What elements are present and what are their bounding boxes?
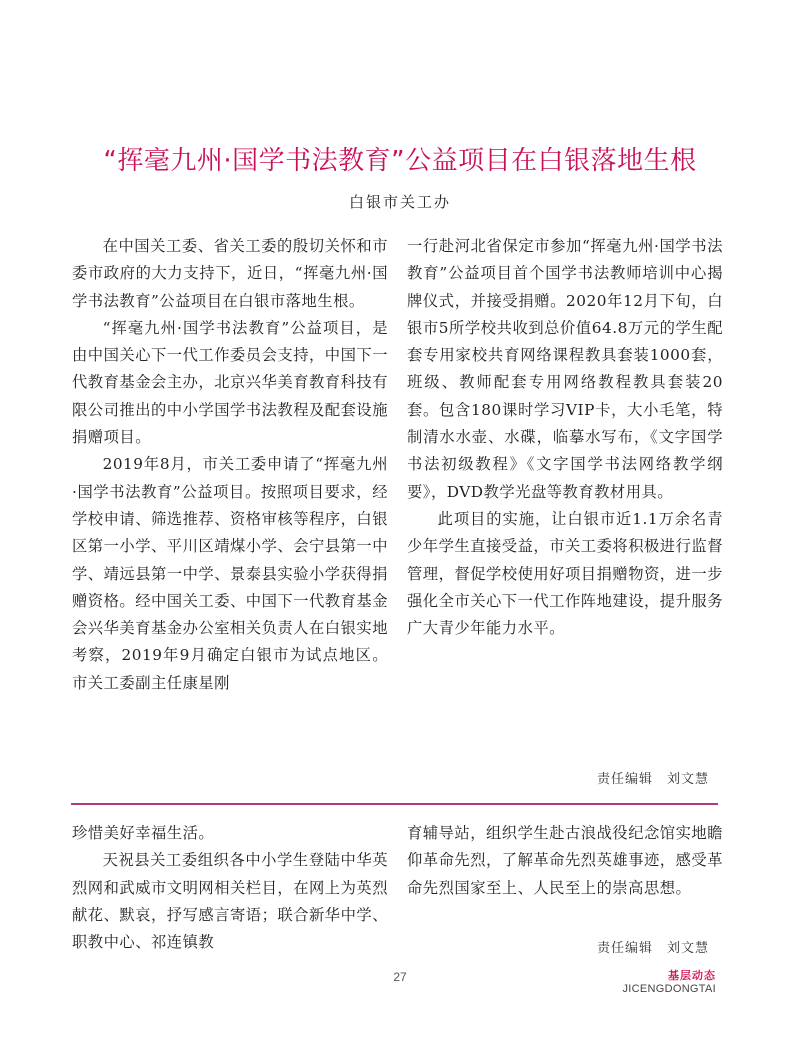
paragraph: 天祝县关工委组织各中小学生登陆中华英烈网和武威市文明网相关栏目，在网上为英烈献花、默哀，抒写感言寄语；联合新华中学、职教中心、祁连镇教 — [72, 851, 388, 952]
section-brand-en: JICENGDONGTAI — [622, 983, 716, 995]
continuation-editor-credit: 责任编辑 刘文慧 — [597, 941, 710, 956]
continuation-column-right — [407, 820, 723, 902]
section-brand-cn: 基层动态 — [668, 970, 716, 982]
page-number: 27 — [393, 970, 407, 984]
paragraph: 此项目的实施，让白银市近1.1万余名青少年学生直接受益，市关工委将积极进行监督管理，督促学校使用好项目捐赠物资，进一步强化全市关心下一代工作阵地建设，提升服务广大青少年能力水平。 — [407, 509, 723, 638]
paragraph: 在中国关工委、省关工委的殷切关怀和市委市政府的大力支持下，近日，“挥毫九州·国学书法教育”公益项目在白银市落地生根。 — [72, 237, 388, 310]
paragraph: 2019年8月，市关工委申请了“挥毫九州·国学书法教育”公益项目。按照项目要求，经学校申请、筛选推荐、资格审核等程序，白银区第一小学、平川区靖煤小学、会宁县第一中学、靖远县第一中学、景泰县实验小学获得捐赠资格。经中国关工委、中国下一代教育基金会兴华美育基金办公室相关负责人在白银实地考察，2019年9月确定白银市为试点地区。市关工委副主任康星刚 — [72, 455, 388, 692]
section-divider — [71, 803, 718, 805]
paragraph: 一行赴河北省保定市参加“挥毫九州·国学书法教育”公益项目首个国学书法教师培训中心揭牌仪式，并接受捐赠。2020年12月下旬，白银市5所学校共收到总价值64.8万元的学生配套专用家校共育网络课程教具套装1000套，班级、教师配套专用网络教程教具套装20套。包含180课时学习VIP卡，大小毛笔，特制清水水壶、水碟，临摹水写布，《文字国学书法初级教程》《文字国学书法网络教学纲要》，DVD教学光盘等教育教材用具。 — [407, 237, 723, 501]
paragraph: 育辅导站，组织学生赴古浪战役纪念馆实地瞻仰革命先烈，了解革命先烈英雄事迹，感受革命先烈国家至上、人民至上的崇高思想。 — [407, 824, 723, 897]
article-author: 白银市关工办 — [348, 193, 451, 211]
article-column-left — [72, 233, 388, 697]
article-title: “挥毫九州·国学书法教育”公益项目在白银落地生根 — [103, 146, 697, 176]
article-editor-credit: 责任编辑 刘文慧 — [597, 772, 710, 787]
article-column-right — [407, 233, 723, 642]
continuation-column-left — [72, 820, 388, 956]
paragraph: “挥毫九州·国学书法教育”公益项目，是由中国关心下一代工作委员会支持，中国下一代教育基金会主办，北京兴华美育教育科技有限公司推出的中小学国学书法教程及配套设施捐赠项目。 — [72, 318, 388, 447]
paragraph: 珍惜美好幸福生活。 — [72, 824, 215, 842]
section-brand — [622, 970, 716, 996]
